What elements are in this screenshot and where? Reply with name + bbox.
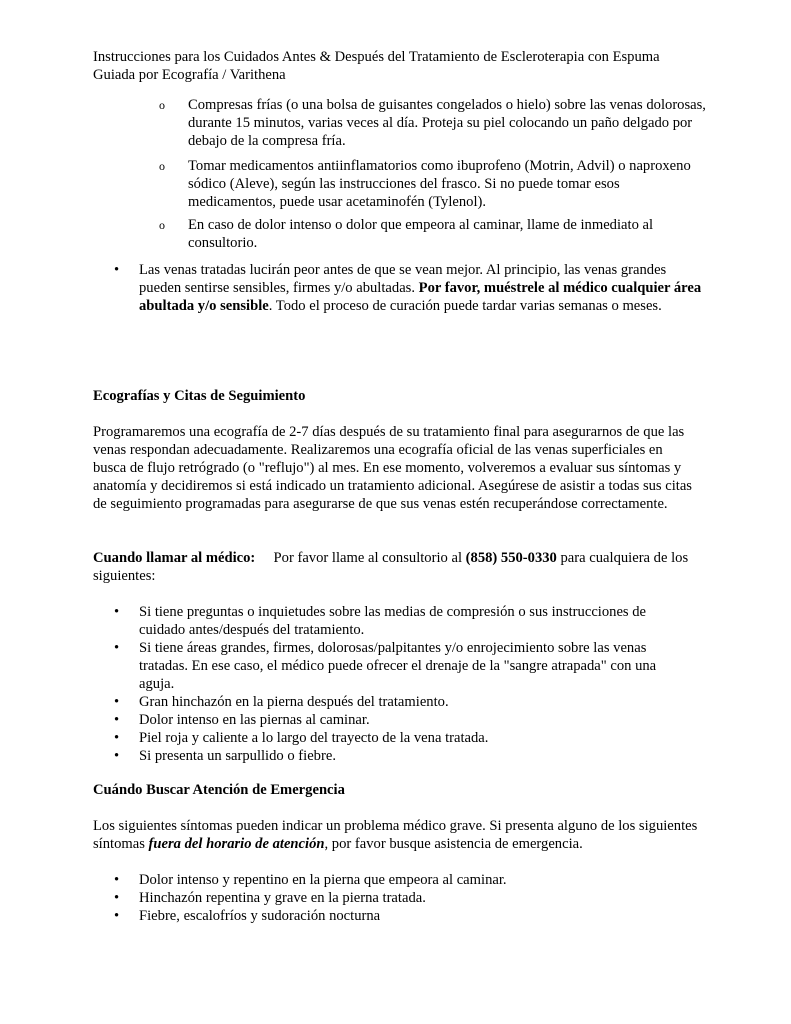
call-doctor-label: Cuando llamar al médico: — [93, 550, 256, 566]
list-item: • Si tiene áreas grandes, firmes, dolorosas/palpitantes y/o enrojecimiento sobre las venas tratadas. En ese caso, el médico puede ofrecer el drenaje de la "sangre atrapada" con una aguja. — [114, 640, 657, 692]
veins-text-bold: Por favor, muéstrele al médico cualquier área abultada y/o sensible — [139, 280, 702, 314]
bullet-icon: • — [114, 872, 120, 888]
followup-heading: Ecografías y Citas de Seguimiento — [93, 388, 306, 404]
emergency-heading: Cuándo Buscar Atención de Emergencia — [93, 782, 345, 798]
veins-bullet — [93, 261, 709, 315]
call-doctor-section — [93, 549, 703, 585]
list-item: • Hinchazón repentina y grave en la pierna tratada. — [114, 890, 426, 906]
emergency-list — [93, 871, 693, 925]
emergency-text-after: , por favor busque asistencia de emergencia. — [324, 836, 583, 852]
bullet-icon: • — [114, 262, 120, 278]
phone-number: (858) 550-0330 — [465, 550, 557, 566]
followup-section — [93, 387, 703, 405]
care-sub-item-text: En caso de dolor intenso o dolor que empeora al caminar, llame de inmediato al consultorio. — [188, 217, 654, 251]
list-item: • Piel roja y caliente a lo largo del trayecto de la vena tratada. — [114, 730, 489, 746]
list-item: • Si tiene preguntas o inquietudes sobre las medias de compresión o sus instrucciones de cuidado antes/después del tratamiento. — [114, 604, 647, 638]
bullet-icon: • — [114, 694, 120, 710]
call-doctor-list — [93, 603, 693, 765]
list-item: • Fiebre, escalofríos y sudoración nocturna — [114, 908, 381, 924]
emergency-text-before: Los siguientes síntomas pueden indicar un problema médico grave. Si presenta alguno de los siguientes síntomas — [93, 818, 698, 852]
care-sub-item — [159, 157, 709, 211]
sub-bullet-icon: o — [159, 218, 165, 232]
bullet-icon: • — [114, 640, 120, 656]
emergency-section — [93, 781, 703, 799]
call-doctor-paragraph — [93, 549, 703, 585]
list-item: • Gran hinchazón en la pierna después del tratamiento. — [114, 694, 449, 710]
bullet-icon: • — [114, 712, 120, 728]
document-title — [93, 48, 703, 84]
call-doctor-text-before: Por favor llame al consultorio al — [273, 550, 466, 566]
care-sub-item-text: Compresas frías (o una bolsa de guisantes congelados o hielo) sobre las venas dolorosas, durante 15 minutos, varias veces al día. Proteja su piel colocando un paño delgado por debajo de la compresa fría. — [188, 97, 706, 149]
list-item: • Si presenta un sarpullido o fiebre. — [114, 748, 336, 764]
bullet-icon: • — [114, 604, 120, 620]
emergency-text-emph: fuera del horario de atención — [148, 836, 325, 852]
veins-text-after: . Todo el proceso de curación puede tardar varias semanas o meses. — [268, 298, 662, 314]
veins-text-before: Las venas tratadas lucirán peor antes de que se vean mejor. Al principio, las venas grandes pueden sentirse sensibles, firmes y/o abultadas. — [139, 262, 667, 296]
followup-paragraph: Programaremos una ecografía de 2-7 días después de su tratamiento final para asegurarnos de que las venas respondan adecuadamente. Realizaremos una ecografía oficial de las venas superficiales en busca de flujo retrógrado (o "reflujo") al mes. En ese momento, volveremos a evaluar sus síntomas y anatomía y decidiremos si está indicado un tratamiento adicional. Asegúrese de asistir a todas sus citas de seguimiento programadas para asegurarse de que sus venas estén recuperándose correctamente. — [93, 424, 692, 512]
bullet-icon: • — [114, 748, 120, 764]
call-doctor-text-after: para cualquiera de los siguientes: — [93, 550, 689, 584]
list-item: • Dolor intenso y repentino en la pierna que empeora al caminar. — [114, 872, 507, 888]
care-sub-item — [159, 216, 709, 252]
bullet-icon: • — [114, 908, 120, 924]
list-item — [93, 261, 709, 315]
title-line-2: Guiada por Ecografía / Varithena — [93, 67, 286, 83]
sub-bullet-icon: o — [159, 159, 165, 173]
bullet-icon: • — [114, 890, 120, 906]
bullet-icon: • — [114, 730, 120, 746]
care-sub-item — [159, 96, 709, 150]
sub-bullet-icon: o — [159, 98, 165, 112]
emergency-paragraph — [93, 817, 699, 853]
list-item: • Dolor intenso en las piernas al caminar. — [114, 712, 370, 728]
title-line-1: Instrucciones para los Cuidados Antes & Después del Tratamiento de Escleroterapia con Espuma — [93, 49, 660, 65]
care-sub-item-text: Tomar medicamentos antiinflamatorios como ibuprofeno (Motrin, Advil) o naproxeno sódico (Aleve), según las instrucciones del frasco. Si no puede tomar esos medicamentos, puede usar acetaminofén (Tylenol). — [188, 158, 691, 210]
